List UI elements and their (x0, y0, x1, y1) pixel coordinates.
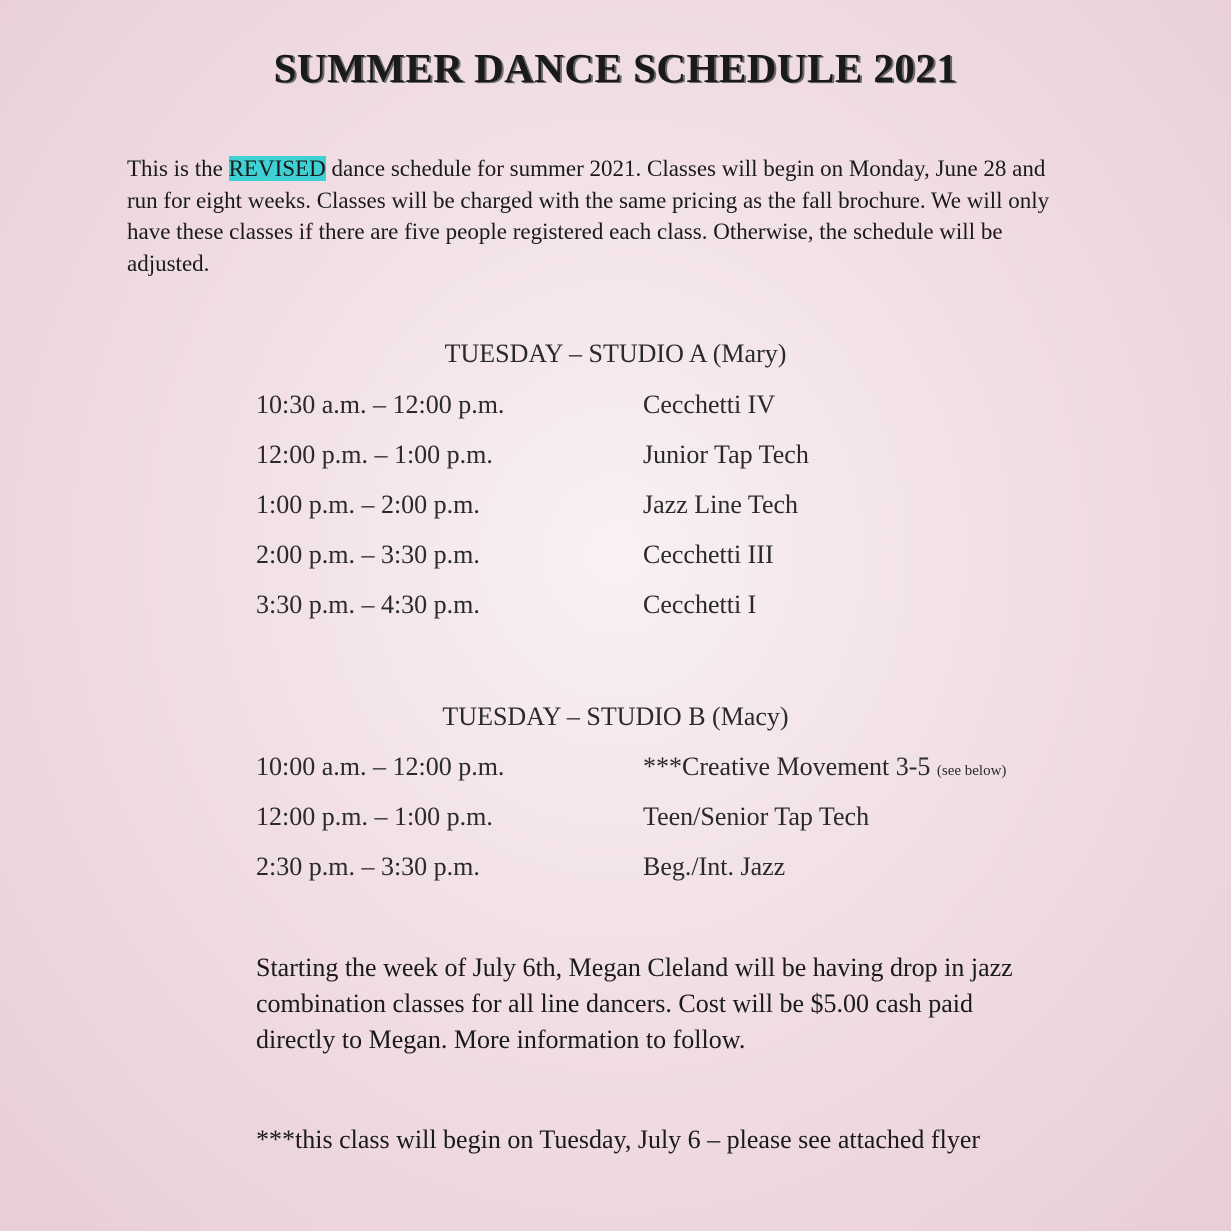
studio-a-heading: TUESDAY – STUDIO A (Mary) (444, 339, 787, 368)
revised-highlight: REVISED (228, 156, 326, 181)
schedule-row (256, 390, 1156, 440)
class-name: Cecchetti I (643, 590, 757, 619)
schedule-row (256, 440, 1156, 490)
schedule-row (256, 540, 1156, 590)
class-note: (see below) (936, 763, 1007, 779)
schedule-row (256, 590, 1156, 640)
class-time: 10:00 a.m. – 12:00 p.m. (256, 752, 505, 781)
schedule-row (256, 490, 1156, 540)
schedule-row (256, 802, 1156, 852)
drop-in-note: Starting the week of July 6th, Megan Cleland will be having drop in jazz combination classes for all line dancers. Cost will be $5.00 cash paid directly to Megan. More information to follow. (256, 953, 1013, 1054)
class-time: 10:30 a.m. – 12:00 p.m. (256, 390, 505, 419)
class-time: 12:00 p.m. – 1:00 p.m. (256, 802, 493, 831)
studio-b-schedule (256, 752, 1156, 902)
class-name: Cecchetti IV (643, 390, 776, 419)
schedule-row (256, 752, 1156, 802)
page-title: SUMMER DANCE SCHEDULE 2021 (273, 45, 958, 91)
schedule-row (256, 852, 1156, 902)
class-time: 3:30 p.m. – 4:30 p.m. (256, 590, 480, 619)
class-time: 1:00 p.m. – 2:00 p.m. (256, 490, 480, 519)
class-time: 12:00 p.m. – 1:00 p.m. (256, 440, 493, 469)
class-name: Jazz Line Tech (643, 490, 799, 519)
class-name: ***Creative Movement 3-5 (643, 752, 931, 781)
class-time: 2:00 p.m. – 3:30 p.m. (256, 540, 480, 569)
intro-text-rest: dance schedule for summer 2021. Classes will begin on Monday, June 28 and run for eight weeks. Classes will be charged with the same pricing as the fall brochure. We will only have these classes if there are five people registered each class. Otherwise, the schedule will be adjusted. (127, 156, 1050, 276)
intro-paragraph (127, 153, 1067, 279)
class-name: Beg./Int. Jazz (643, 852, 786, 881)
class-name: Cecchetti III (643, 540, 774, 569)
class-name: Junior Tap Tech (643, 440, 809, 469)
footnote: ***this class will begin on Tuesday, July 6 – please see attached flyer (256, 1125, 981, 1154)
class-name-with-note (643, 752, 1006, 782)
studio-b-heading: TUESDAY – STUDIO B (Macy) (442, 702, 789, 731)
class-name: Teen/Senior Tap Tech (643, 802, 870, 831)
intro-text-start: This is the (127, 156, 229, 181)
class-time: 2:30 p.m. – 3:30 p.m. (256, 852, 480, 881)
studio-a-schedule (256, 390, 1156, 640)
